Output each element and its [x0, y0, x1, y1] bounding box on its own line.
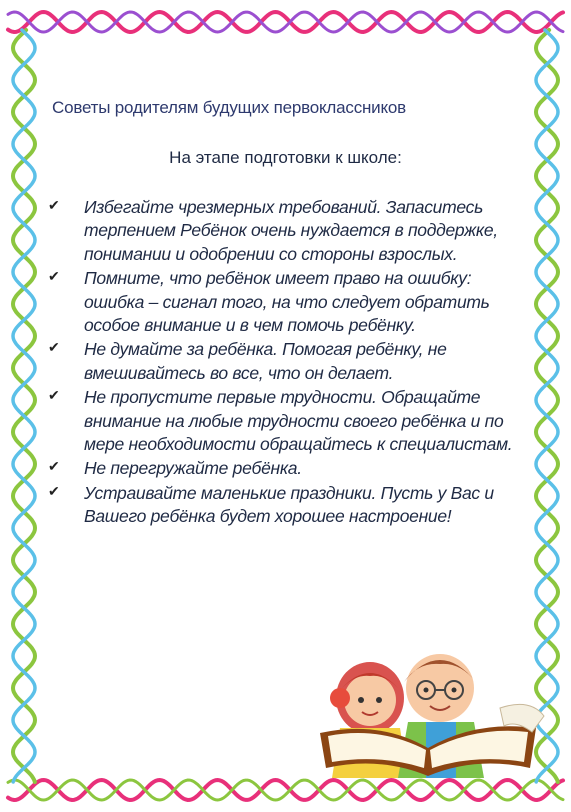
tip-text: Не пропустите первые трудности. Обращайте внимание на любые трудности своего ребёнка и по мере необходимости обращайтесь к специалистам.: [84, 387, 513, 455]
list-item: [48, 196, 518, 266]
checkmark-icon: ✔: [48, 268, 60, 285]
checkmark-icon: ✔: [48, 339, 60, 356]
checkmark-icon: ✔: [48, 387, 60, 404]
checkmark-icon: ✔: [48, 197, 60, 213]
children-reading-illustration: [300, 628, 550, 778]
tip-text: Помните, что ребёнок имеет право на ошибку: ошибка – сигнал того, на что следует обратить особое внимание и в чем помочь ребёнку.: [84, 268, 490, 336]
list-item: [48, 457, 518, 480]
tip-text: Не перегружайте ребёнка.: [84, 458, 302, 479]
list-item: [48, 482, 518, 529]
tip-text: Избегайте чрезмерных требований. Запаситесь терпением Ребёнок очень нуждается в поддержке, понимании и одобрении со стороны взрослых.: [84, 197, 498, 264]
page-title: Советы родителям будущих первоклассников: [52, 98, 406, 117]
tip-text: Устраивайте маленькие праздники. Пусть у Вас и Вашего ребёнка будет хорошее настроение!: [84, 482, 494, 527]
checkmark-icon: ✔: [48, 458, 60, 475]
checkmark-icon: ✔: [48, 482, 60, 499]
page-subtitle: На этапе подготовки к школе:: [169, 148, 402, 167]
tip-text: Не думайте за ребёнка. Помогая ребёнку, не вмешивайтесь во все, что он делает.: [84, 339, 447, 383]
list-item: [48, 338, 518, 385]
list-item: [48, 386, 518, 456]
tips-list: [48, 196, 518, 530]
list-item: [48, 267, 518, 337]
